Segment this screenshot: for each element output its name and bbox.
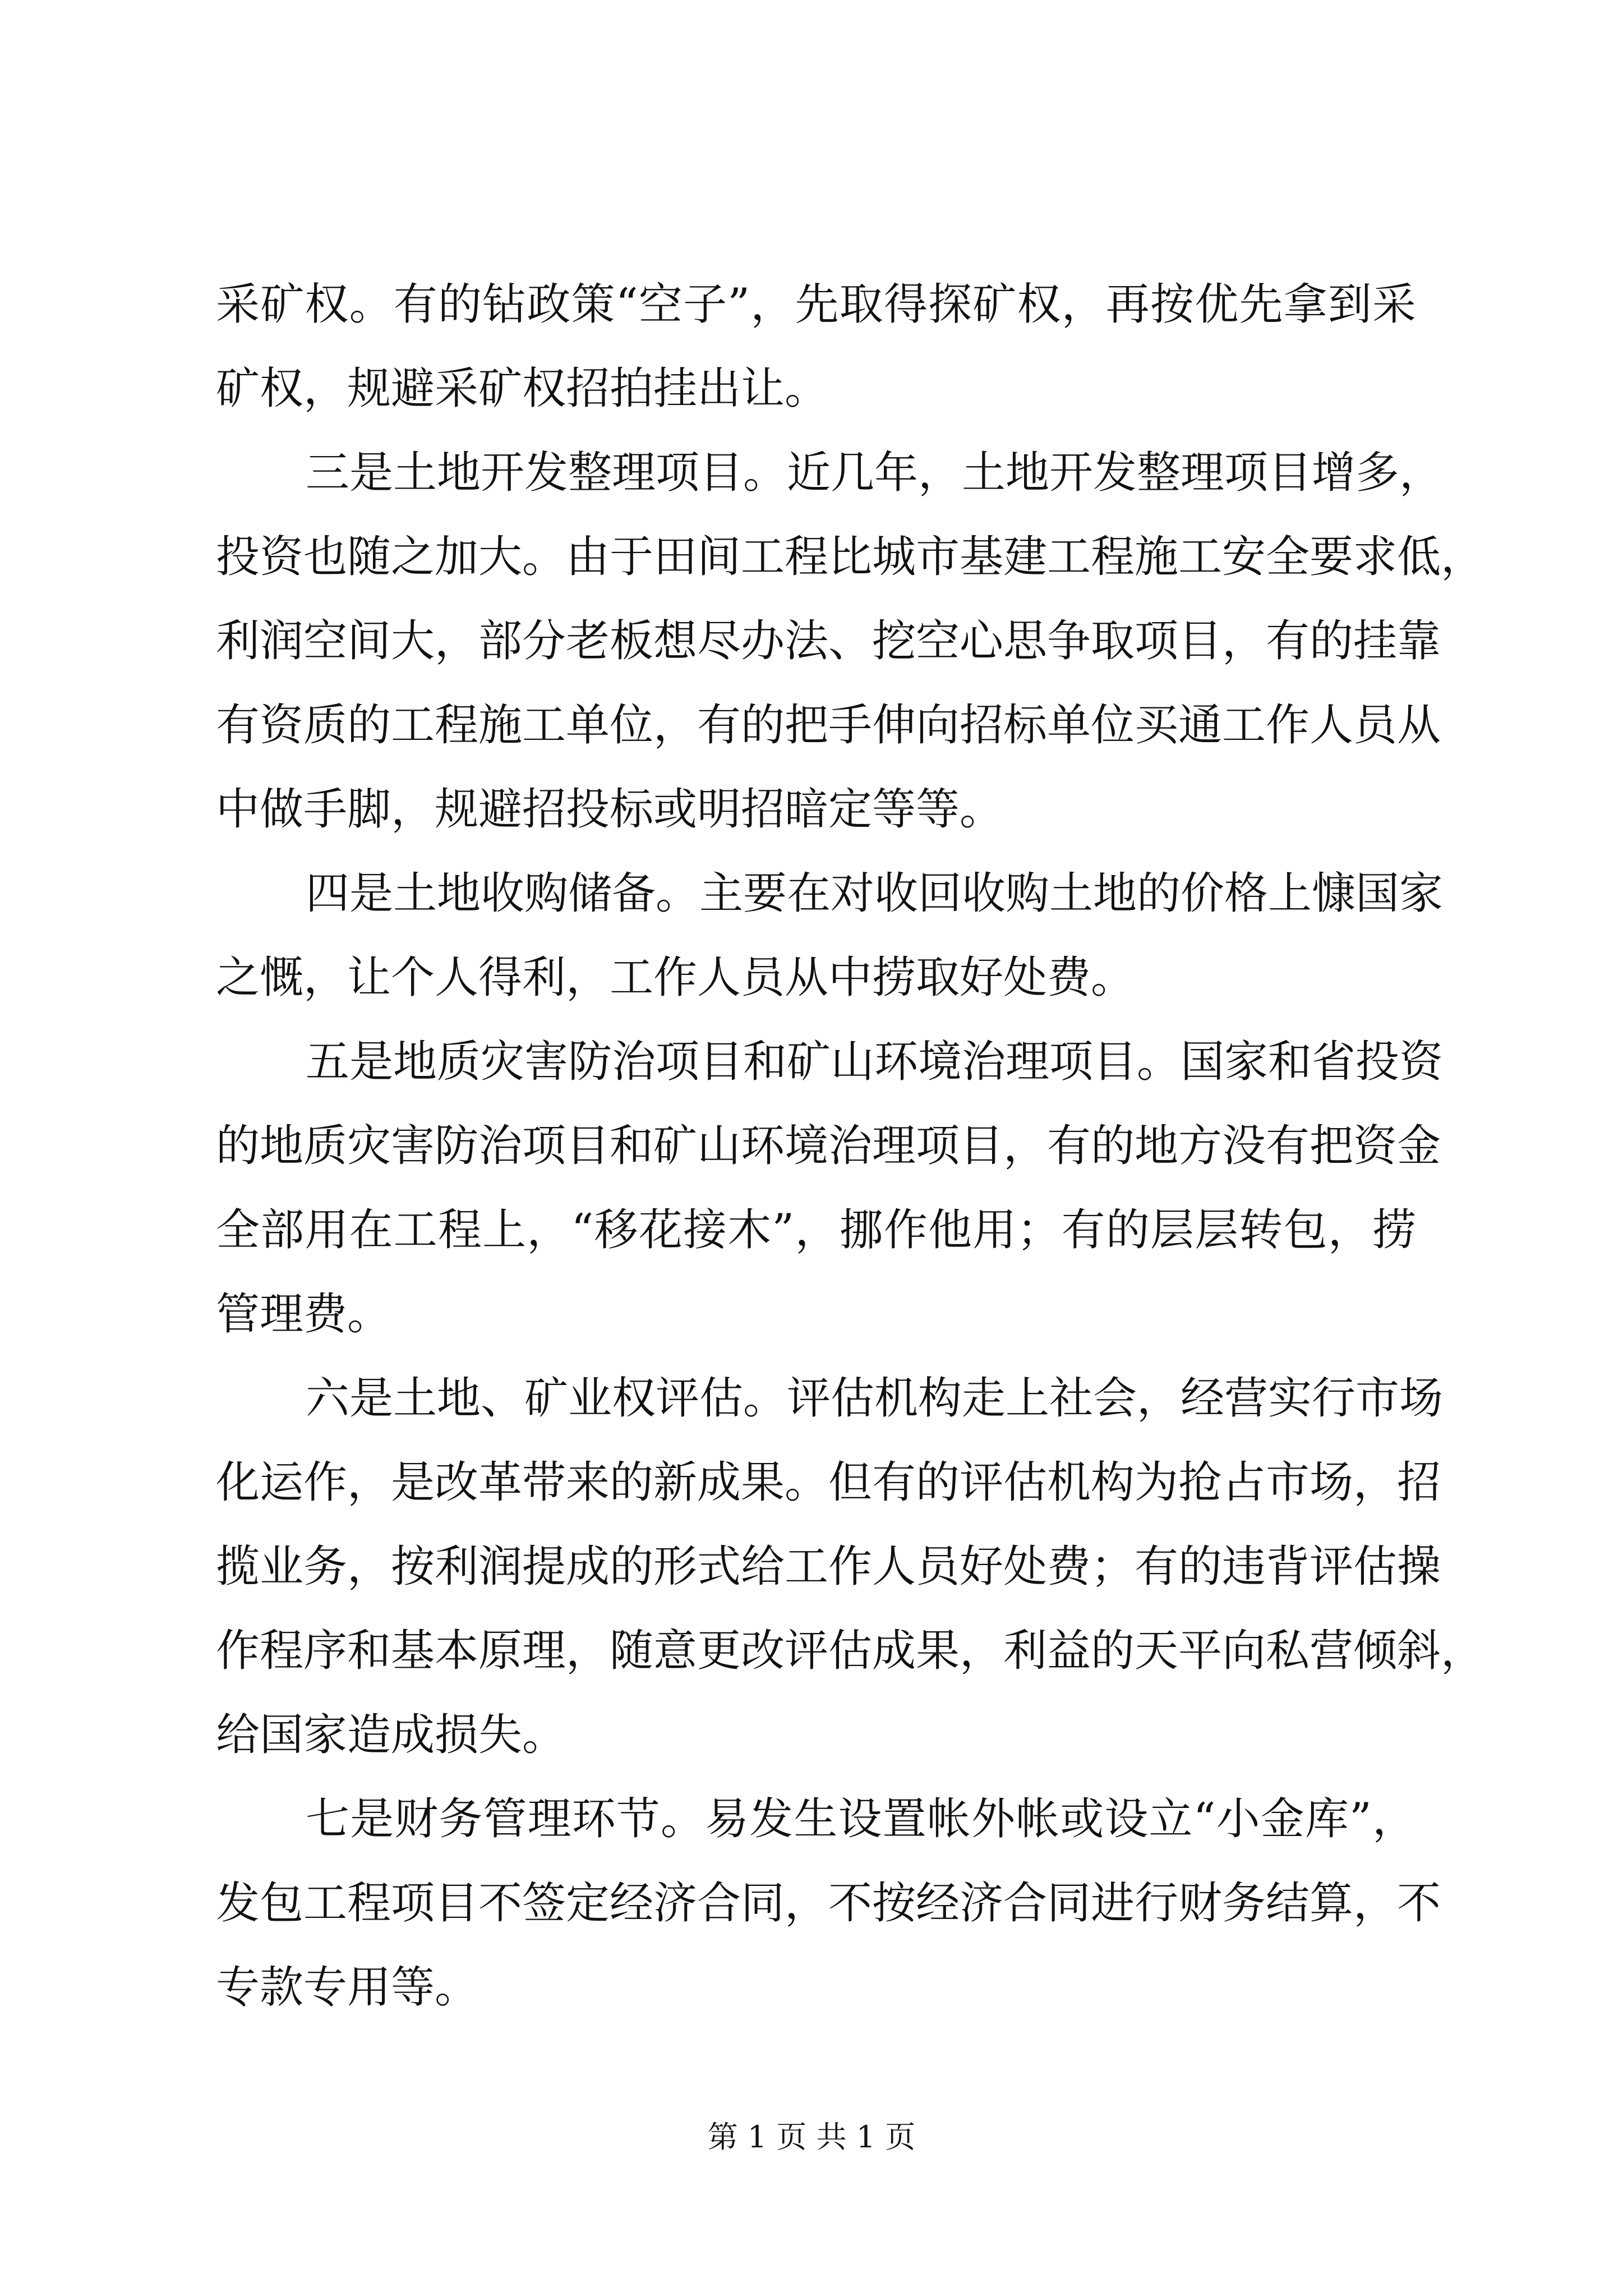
text-line: 的地质灾害防治项目和矿山环境治理项目，有的地方没有把资金: [216, 1121, 1441, 1171]
text-line: 矿权，规避采矿权招拍挂出让。: [216, 364, 829, 414]
text-line: 之慨，让个人得利，工作人员从中捞取好处费。: [216, 953, 1135, 1003]
text-line: 揽业务，按利润提成的形式给工作人员好处费；有的违背评估操: [216, 1542, 1441, 1592]
text-line: 利润空间大，部分老板想尽办法、挖空心思争取项目，有的挂靠: [216, 616, 1441, 666]
text-line: 有资质的工程施工单位，有的把手伸向招标单位买通工作人员从: [216, 700, 1441, 751]
paragraph: [216, 852, 1444, 1020]
paragraph: [216, 263, 1416, 431]
text-line: 七是财务管理环节。易发生设置帐外帐或设立“小金库”，: [306, 1794, 1416, 1844]
text-line: 给国家造成损失。: [216, 1710, 566, 1760]
text-line: 管理费。: [216, 1289, 391, 1340]
text-line: 发包工程项目不签定经济合同，不按经济合同进行财务结算，不: [216, 1878, 1441, 1929]
text-line: 六是土地、矿业权评估。评估机构走上社会，经营实行市场: [306, 1373, 1444, 1424]
document-body: [216, 263, 1485, 2030]
text-line: 四是土地收购储备。主要在对收回收购土地的价格上慷国家: [306, 868, 1444, 919]
paragraph: [216, 1777, 1441, 2030]
text-line: 中做手脚，规避招投标或明招暗定等等。: [216, 784, 1004, 835]
text-line: 专款专用等。: [216, 1962, 479, 2013]
text-line: 投资也随之加大。由于田间工程比城市基建工程施工安全要求低，: [216, 532, 1485, 582]
text-line: 化运作，是改革带来的新成果。但有的评估机构为抢占市场，招: [216, 1457, 1441, 1508]
paragraph: [216, 1020, 1444, 1356]
paragraph: [216, 431, 1485, 852]
text-line: 采矿权。有的钻政策“空子”，先取得探矿权，再按优先拿到采: [216, 279, 1416, 330]
text-line: 五是地质灾害防治项目和矿山环境治理项目。国家和省投资: [306, 1037, 1444, 1087]
paragraph: [216, 1356, 1485, 1777]
text-line: 三是土地开发整理项目。近几年，土地开发整理项目增多，: [306, 448, 1444, 498]
page-footer: 第 1 页 共 1 页: [707, 2119, 916, 2155]
text-line: 全部用在工程上，“移花接木”，挪作他用；有的层层转包，捞: [216, 1205, 1416, 1255]
text-line: 作程序和基本原理，随意更改评估成果，利益的天平向私营倾斜，: [216, 1626, 1485, 1676]
